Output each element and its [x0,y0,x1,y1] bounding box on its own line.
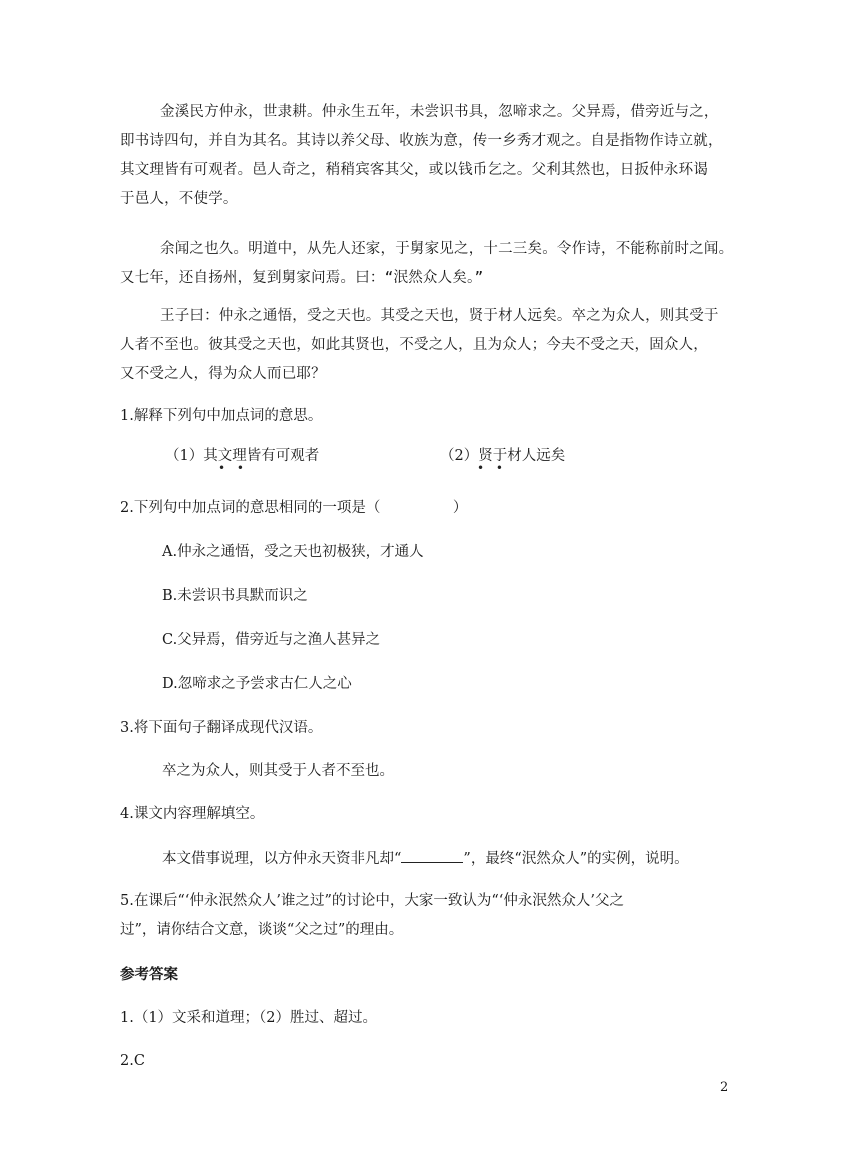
passage-p3-line-3: 又不受之人，得为众人而已耶？ [120,366,326,382]
answer-1: 1.（1）文采和道理；（2）胜过、超过。 [120,1010,378,1026]
passage-p1-line-3: 其文理皆有可观者。邑人奇之，稍稍宾客其父，或以钱币乞之。父利其然也，日扳仲永环谒 [120,162,708,178]
passage-p3-line-2: 人者不至也。彼其受之天也，如此其贤也，不受之人，且为众人；今夫不受之天，固众人， [120,337,708,353]
passage-p1-line-1: 金溪民方仲永，世隶耕。仲永生五年，未尝识书具，忽啼求之。父异焉，借旁近与之， [160,104,719,120]
emphasis-dots-1: • • [218,461,248,475]
passage-p1-line-4: 于邑人，不使学。 [120,191,238,207]
answer-2: 2.C [120,1053,145,1069]
question-2-option-c: C.父异焉，借旁近与之渔人甚异之 [162,632,381,648]
emphasis-dots-2: • • [477,461,507,475]
passage-p3-line-1: 王子曰：仲永之通悟，受之天也。其受之天也，贤于材人远矣。卒之为众人，则其受于 [160,308,719,324]
question-4-text-after: ”，最终“泯然众人”的实例，说明。 [463,851,689,867]
question-5-line-1: 5.在课后“‘仲永泯然众人’谁之过”的讨论中，大家一致认为“‘仲永泯然众人’父之 [120,893,625,909]
passage-p1-line-2: 即书诗四句，并自为其名。其诗以养父母、收族为意，传一乡秀才观之。自是指物作诗立就， [120,133,723,149]
question-1-item-1: （1）其文理皆有可观者 [165,448,320,464]
question-2-option-b: B.未尝识书具默而识之 [162,588,308,604]
passage-p2-line-1: 余闻之也久。明道中，从先人还家，于舅家见之，十二三矣。令作诗，不能称前时之闻。 [160,241,734,257]
question-2-stem: 2.下列句中加点词的意思相同的一项是（ ） [120,500,468,516]
question-3-sentence: 卒之为众人，则其受于人者不至也。 [162,763,394,779]
question-1-stem: 1.解释下列句中加点词的意思。 [120,408,323,424]
question-4-text-before: 本文借事说理，以方仲永天资非凡却“ [162,851,402,867]
question-5-line-2: 过”，请你结合文意，谈谈“父之过”的理由。 [120,922,404,938]
page-number: 2 [720,1080,729,1095]
question-2-option-a: A.仲永之通悟，受之天也初极狭，才通人 [162,544,424,560]
fill-in-blank[interactable] [401,848,463,863]
question-4-fill-sentence [162,848,689,869]
question-1-item-2: （2）贤于材人远矣 [440,448,566,464]
question-3-stem: 3.将下面句子翻译成现代汉语。 [120,720,323,736]
question-4-stem: 4.课文内容理解填空。 [120,806,265,822]
question-2-option-d: D.忽啼求之予尝求古仁人之心 [162,676,352,692]
passage-p2-line-2: 又七年，还自扬州，复到舅家问焉。曰：“泯然众人矣。” [120,270,484,286]
answers-heading: 参考答案 [120,966,178,983]
